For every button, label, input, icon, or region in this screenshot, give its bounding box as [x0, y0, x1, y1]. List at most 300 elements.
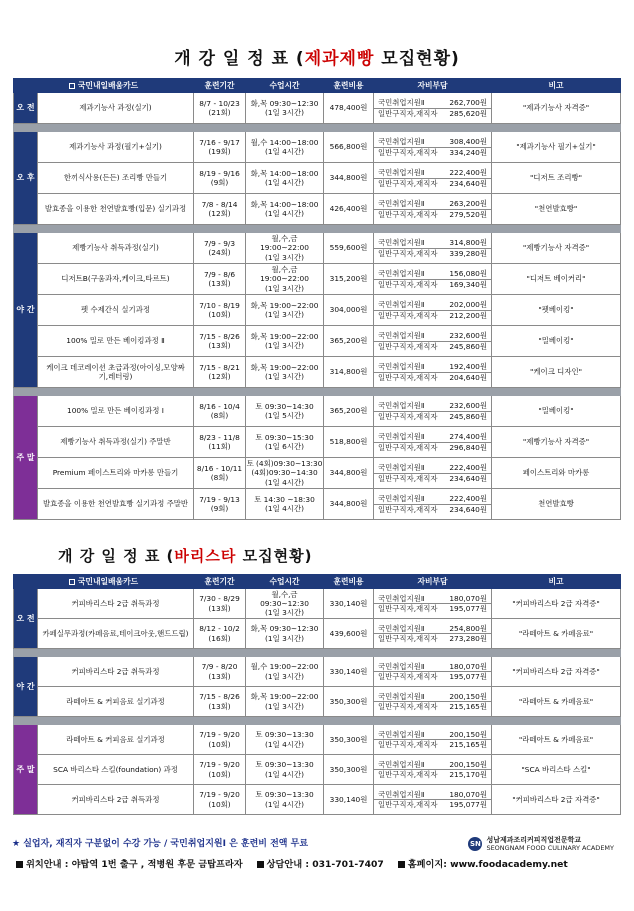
self-pay-value-a: 232,600원 — [449, 401, 488, 411]
period-dates: 7/19 - 9/20 — [199, 790, 240, 800]
self-pay-label-a: 국민취업지원Ⅱ — [378, 494, 425, 504]
period-sessions: (13회) — [208, 279, 231, 288]
course-row — [14, 233, 621, 264]
self-pay-value-a: 156,080원 — [449, 269, 488, 279]
footer-info — [16, 856, 568, 870]
time-hours: (1일 3시간) — [265, 108, 304, 117]
self-pay — [374, 458, 492, 489]
self-pay-row-b — [374, 505, 491, 514]
time-hours: (1일 3시간) — [265, 633, 304, 643]
course-period — [194, 725, 246, 755]
course-cost: 426,400원 — [324, 194, 374, 225]
self-pay — [374, 687, 492, 717]
self-pay-row-a — [374, 401, 491, 411]
course-row — [14, 264, 621, 295]
course-cost: 344,800원 — [324, 458, 374, 489]
header-cost: 훈련비용 — [324, 575, 374, 589]
group-label: 오 전 — [14, 93, 38, 124]
self-pay-value-a: 263,200원 — [449, 199, 488, 209]
course-period — [194, 657, 246, 687]
course-note: "케이크 디자인" — [492, 357, 621, 388]
self-pay-value-b: 234,640원 — [449, 178, 488, 188]
self-pay — [374, 785, 492, 815]
barista-schedule-table — [13, 574, 621, 815]
header-row — [14, 575, 621, 589]
course-cost: 304,000원 — [324, 295, 374, 326]
self-pay-row-b — [374, 373, 491, 382]
group-label: 오 전 — [14, 589, 38, 649]
course-name: 제빵기능사 취득과정(실기) 주말반 — [38, 427, 194, 458]
course-name: 라떼아트 & 커피음료 실기과정 — [38, 687, 194, 717]
course-time — [246, 264, 324, 295]
course-period — [194, 396, 246, 427]
self-pay-label-a: 국민취업지원Ⅱ — [378, 789, 425, 799]
self-pay-label-b: 일반구직자,재직자 — [378, 279, 438, 289]
self-pay-row-a — [374, 790, 491, 800]
self-pay-value-b: 296,840원 — [449, 442, 488, 452]
self-pay-row-a — [374, 331, 491, 341]
self-pay-row-a — [374, 662, 491, 672]
self-pay-row-b — [374, 800, 491, 809]
course-period — [194, 687, 246, 717]
course-time — [246, 755, 324, 785]
self-pay-value-b: 245,860원 — [449, 341, 488, 351]
course-period — [194, 295, 246, 326]
self-pay-row-a — [374, 624, 491, 634]
period-sessions: (13회) — [208, 671, 231, 681]
self-pay — [374, 326, 492, 357]
course-note: "커피바리스타 2급 자격증" — [492, 785, 621, 815]
period-dates: 7/19 - 9/20 — [199, 730, 240, 740]
school-logo — [468, 836, 614, 853]
course-time — [246, 194, 324, 225]
period-sessions: (19회) — [208, 147, 231, 156]
self-pay-row-a — [374, 692, 491, 702]
time-hours: (1일 3시간) — [265, 252, 304, 262]
course-name: 카페실무과정(카페음료,테이크아웃,핸드드립) — [38, 619, 194, 649]
bakery-title: 개 강 일 정 표 (제과제빵 모집현황) — [174, 49, 460, 69]
period-sessions: (21회) — [208, 108, 231, 117]
course-cost: 350,300원 — [324, 755, 374, 785]
self-pay-row-b — [374, 148, 491, 157]
self-pay-row-b — [374, 249, 491, 258]
self-pay-row-b — [374, 311, 491, 320]
course-row — [14, 687, 621, 717]
self-pay-rows — [374, 594, 491, 614]
course-time — [246, 458, 324, 489]
self-pay-label-b: 일반구직자,재직자 — [378, 248, 438, 258]
self-pay — [374, 396, 492, 427]
course-time — [246, 132, 324, 163]
period-dates: 7/15 - 8/26 — [199, 692, 240, 702]
self-pay-label-a: 국민취업지원Ⅱ — [378, 691, 425, 701]
footer-homepage[interactable]: 홈페이지: www.foodacademy.net — [398, 856, 568, 870]
time-schedule: 화,목 09:30~12:30 — [250, 98, 319, 108]
time-schedule: 화,목 19:00~22:00 — [250, 331, 319, 341]
square-bullet-icon — [16, 861, 23, 868]
self-pay — [374, 427, 492, 458]
course-time — [246, 396, 324, 427]
self-pay-label-b: 일반구직자,재직자 — [378, 740, 438, 749]
period-sessions: (9회) — [210, 178, 229, 187]
time-schedule: 화,목 19:00~22:00 — [250, 692, 319, 702]
course-name: 발효종을 이용한 천연발효빵(입문) 실기과정 — [38, 194, 194, 225]
course-note: "제빵기능사 자격증" — [492, 427, 621, 458]
enrollment-note: ★ 실업자, 재직자 구분없이 수강 가능 / 국민취업지원Ⅰ 은 훈련비 전액 무료 — [12, 839, 309, 849]
self-pay-row-b — [374, 740, 491, 749]
separator-cell — [14, 649, 621, 657]
period-sessions: (8회) — [210, 473, 229, 482]
self-pay-value-b: 285,620원 — [449, 108, 488, 118]
self-pay-value-a: 222,400원 — [449, 463, 488, 473]
self-pay-row-b — [374, 474, 491, 483]
separator-cell — [14, 124, 621, 132]
self-pay-label-b: 일반구직자,재직자 — [378, 473, 438, 483]
self-pay — [374, 194, 492, 225]
self-pay-value-b: 215,165원 — [449, 702, 488, 711]
course-row — [14, 657, 621, 687]
time-schedule: 화,목 14:00~18:00 — [250, 168, 319, 178]
self-pay — [374, 233, 492, 264]
self-pay-rows — [374, 401, 491, 421]
self-pay-value-a: 180,070원 — [449, 789, 488, 799]
header-note: 비고 — [492, 575, 621, 589]
course-note: 페이스트리와 마카롱 — [492, 458, 621, 489]
self-pay-value-a: 222,400원 — [449, 168, 488, 178]
header-period: 훈련기간 — [194, 79, 246, 93]
course-note: "커피바리스타 2급 자격증" — [492, 589, 621, 619]
group-label: 야 간 — [14, 233, 38, 388]
barista-title: 개 강 일 정 표 (바리스타 모집현황) — [58, 547, 313, 565]
separator-cell — [14, 388, 621, 396]
period-sessions: (12회) — [208, 372, 231, 381]
course-name: Premium 페이스트리와 마카롱 만들기 — [38, 458, 194, 489]
self-pay-row-a — [374, 98, 491, 108]
self-pay-label-a: 국민취업지원Ⅱ — [378, 623, 425, 633]
course-period — [194, 163, 246, 194]
course-note: "천연발효빵" — [492, 194, 621, 225]
self-pay-value-a: 254,800원 — [449, 623, 488, 633]
course-cost: 478,400원 — [324, 93, 374, 124]
course-row — [14, 489, 621, 520]
self-pay-label-a: 국민취업지원Ⅱ — [378, 401, 425, 411]
self-pay-value-b: 245,860원 — [449, 411, 488, 421]
course-time — [246, 785, 324, 815]
period-dates: 7/19 - 9/13 — [199, 494, 240, 504]
course-row — [14, 93, 621, 124]
footer-phone: 상담안내 : 031-701-7407 — [257, 856, 384, 870]
self-pay-label-a: 국민취업지원Ⅱ — [378, 199, 425, 209]
course-name: SCA 바리스타 스킬(foundation) 과정 — [38, 755, 194, 785]
course-note: "디저트 조리빵" — [492, 163, 621, 194]
self-pay-row-a — [374, 238, 491, 248]
time-schedule: 화,목 14:00~18:00 — [250, 199, 319, 209]
course-time — [246, 295, 324, 326]
course-cost: 330,140원 — [324, 657, 374, 687]
course-period — [194, 458, 246, 489]
course-name: 한끼식사용(든든) 조리빵 만들기 — [38, 163, 194, 194]
self-pay-row-b — [374, 412, 491, 421]
course-period — [194, 357, 246, 388]
self-pay — [374, 132, 492, 163]
course-row — [14, 725, 621, 755]
time-schedule: 월,수,금 09:30~12:30 — [260, 589, 309, 608]
self-pay-row-b — [374, 443, 491, 452]
self-pay-label-a: 국민취업지원Ⅱ — [378, 300, 425, 310]
course-period — [194, 93, 246, 124]
header-cost: 훈련비용 — [324, 79, 374, 93]
period-dates: 7/30 - 8/29 — [199, 594, 240, 604]
group-separator — [14, 388, 621, 396]
time-hours: (1일 4시간) — [265, 504, 304, 513]
self-pay-rows — [374, 494, 491, 514]
separator-cell — [14, 225, 621, 233]
period-sessions: (8회) — [210, 411, 229, 420]
course-time — [246, 326, 324, 357]
course-note: "제과기능사 필기+실기" — [492, 132, 621, 163]
period-sessions: (10회) — [208, 799, 231, 809]
course-note: "펫베이킹" — [492, 295, 621, 326]
course-name: 펫 수제간식 실기과정 — [38, 295, 194, 326]
self-pay-value-b: 195,077원 — [449, 672, 488, 681]
period-sessions: (9회) — [210, 504, 229, 513]
self-pay-row-a — [374, 760, 491, 770]
period-dates: 8/7 - 10/23 — [199, 98, 240, 108]
course-row — [14, 357, 621, 388]
course-cost: 365,200원 — [324, 396, 374, 427]
self-pay-rows — [374, 269, 491, 289]
self-pay-value-a: 308,400원 — [449, 137, 488, 147]
self-pay-value-b: 195,077원 — [449, 604, 488, 613]
self-pay — [374, 93, 492, 124]
self-pay-label-a: 국민취업지원Ⅱ — [378, 269, 425, 279]
course-cost: 330,140원 — [324, 589, 374, 619]
time-schedule: 토 09:30~13:30 — [255, 760, 314, 770]
period-dates: 7/10 - 8/19 — [199, 300, 240, 310]
course-period — [194, 427, 246, 458]
course-cost: 350,300원 — [324, 725, 374, 755]
course-name: 커피바리스타 2급 취득과정 — [38, 657, 194, 687]
time-hours: (1일 6시간) — [265, 442, 304, 451]
self-pay-label-a: 국민취업지원Ⅱ — [378, 463, 425, 473]
self-pay-label-a: 국민취업지원Ⅱ — [378, 432, 425, 442]
course-period — [194, 755, 246, 785]
period-sessions: (12회) — [208, 209, 231, 218]
period-dates: 7/9 - 9/3 — [203, 238, 236, 248]
school-logo-mark: SN — [468, 837, 482, 851]
course-cost: 315,200원 — [324, 264, 374, 295]
course-name: 제빵기능사 취득과정(실기) — [38, 233, 194, 264]
footer-location: 위치안내 : 야탑역 1번 출구 , 적병원 후문 금탑프라자 — [16, 856, 243, 870]
self-pay-label-b: 일반구직자,재직자 — [378, 504, 438, 514]
course-row — [14, 589, 621, 619]
course-time — [246, 489, 324, 520]
self-pay-rows — [374, 662, 491, 682]
period-sessions: (13회) — [208, 341, 231, 350]
course-cost: 344,800원 — [324, 163, 374, 194]
time-schedule: 화,목 19:00~22:00 — [250, 300, 319, 310]
header-time: 수업시간 — [246, 575, 324, 589]
course-cost: 559,600원 — [324, 233, 374, 264]
course-note: "디저트 베이커리" — [492, 264, 621, 295]
self-pay — [374, 619, 492, 649]
school-name: 성남제과조리커피직업전문학교 — [486, 836, 582, 844]
header-period: 훈련기간 — [194, 575, 246, 589]
self-pay-value-a: 314,800원 — [449, 238, 488, 248]
period-sessions: (11회) — [208, 442, 231, 451]
self-pay-row-b — [374, 109, 491, 118]
self-pay-value-b: 279,520원 — [449, 209, 488, 219]
time-schedule: 화,목 09:30~12:30 — [250, 624, 319, 634]
self-pay-row-a — [374, 463, 491, 473]
self-pay-label-b: 일반구직자,재직자 — [378, 672, 438, 681]
self-pay-value-a: 232,600원 — [449, 331, 488, 341]
course-note: "커피바리스타 2급 자격증" — [492, 657, 621, 687]
self-pay — [374, 489, 492, 520]
self-pay-row-a — [374, 494, 491, 504]
self-pay — [374, 357, 492, 388]
period-sessions: (10회) — [208, 739, 231, 749]
header-self-pay: 자비부담 — [374, 575, 492, 589]
self-pay-value-b: 339,280원 — [449, 248, 488, 258]
self-pay-label-b: 일반구직자,재직자 — [378, 442, 438, 452]
course-note: "라떼아트 & 카페음료" — [492, 619, 621, 649]
self-pay-row-a — [374, 362, 491, 372]
header-time: 수업시간 — [246, 79, 324, 93]
self-pay-row-b — [374, 210, 491, 219]
course-row — [14, 132, 621, 163]
header-card — [14, 575, 194, 589]
square-bullet-icon — [398, 861, 405, 868]
self-pay — [374, 657, 492, 687]
course-row — [14, 295, 621, 326]
course-cost: 314,800원 — [324, 357, 374, 388]
self-pay-value-b: 169,340원 — [449, 279, 488, 289]
self-pay-rows — [374, 300, 491, 320]
self-pay-label-b: 일반구직자,재직자 — [378, 372, 438, 382]
period-dates: 8/19 - 9/16 — [199, 168, 240, 178]
period-dates: 8/16 - 10/4 — [199, 401, 240, 411]
time-hours: (1일 5시간) — [265, 411, 304, 420]
course-time — [246, 93, 324, 124]
self-pay-rows — [374, 238, 491, 258]
self-pay-rows — [374, 168, 491, 188]
self-pay-label-a: 국민취업지원Ⅱ — [378, 98, 425, 108]
time-hours: (1일 4시간) — [265, 209, 304, 218]
period-sessions: (10회) — [208, 310, 231, 319]
self-pay-rows — [374, 98, 491, 118]
course-name: 100% 밀로 만든 베이킹과정 Ⅰ — [38, 396, 194, 427]
course-name: 케이크 데코레이션 초급과정(아이싱,모양짜기,레터링) — [38, 357, 194, 388]
self-pay — [374, 755, 492, 785]
self-pay-label-b: 일반구직자,재직자 — [378, 341, 438, 351]
time-hours: (1일 3시간) — [265, 701, 304, 711]
course-name: 커피바리스타 2급 취득과정 — [38, 785, 194, 815]
self-pay-row-a — [374, 594, 491, 604]
self-pay-value-a: 262,700원 — [449, 98, 488, 108]
course-period — [194, 194, 246, 225]
time-schedule: 토 (4회)09:30~13:30 — [246, 459, 323, 469]
time-schedule: 월,수 19:00~22:00 — [250, 662, 319, 672]
self-pay — [374, 295, 492, 326]
group-label: 주 말 — [14, 725, 38, 815]
course-note: "제빵기능사 자격증" — [492, 233, 621, 264]
school-name-en: SEONGNAM FOOD CULINARY ACADEMY — [486, 843, 614, 852]
course-cost: 330,140원 — [324, 785, 374, 815]
course-period — [194, 489, 246, 520]
self-pay-rows — [374, 624, 491, 644]
self-pay-row-b — [374, 342, 491, 351]
period-dates: 7/15 - 8/21 — [199, 362, 240, 372]
self-pay-label-a: 국민취업지원Ⅱ — [378, 137, 425, 147]
course-note: 천연발효빵 — [492, 489, 621, 520]
self-pay-row-b — [374, 179, 491, 188]
self-pay-value-a: 200,150원 — [449, 691, 488, 701]
self-pay-label-a: 국민취업지원Ⅱ — [378, 661, 425, 671]
course-period — [194, 619, 246, 649]
course-period — [194, 233, 246, 264]
self-pay-row-a — [374, 137, 491, 147]
period-dates: 8/16 - 10/11 — [196, 463, 243, 473]
self-pay-rows — [374, 790, 491, 810]
course-note: "라떼아트 & 카페음료" — [492, 687, 621, 717]
course-note: "제과기능사 자격증" — [492, 93, 621, 124]
group-label: 야 간 — [14, 657, 38, 717]
bakery-schedule-table — [13, 78, 621, 520]
header-card-label: 국민내일배움카드 — [77, 80, 139, 90]
self-pay-rows — [374, 137, 491, 157]
self-pay-label-b: 일반구직자,재직자 — [378, 604, 438, 613]
self-pay-value-a: 274,400원 — [449, 432, 488, 442]
self-pay-label-b: 일반구직자,재직자 — [378, 634, 438, 643]
self-pay-label-b: 일반구직자,재직자 — [378, 209, 438, 219]
course-period — [194, 264, 246, 295]
course-note: "SCA 바리스타 스킬" — [492, 755, 621, 785]
time-schedule: 월,수,금 19:00~22:00 — [260, 265, 309, 284]
period-dates: 8/12 - 10/2 — [199, 624, 240, 634]
time-schedule: 토 09:30~14:30 — [255, 401, 314, 411]
course-time — [246, 657, 324, 687]
self-pay-rows — [374, 199, 491, 219]
course-name: 커피바리스타 2급 취득과정 — [38, 589, 194, 619]
self-pay — [374, 163, 492, 194]
self-pay-label-b: 일반구직자,재직자 — [378, 310, 438, 320]
square-bullet-icon — [257, 861, 264, 868]
course-name: 디저트B(구움과자,케이크,타르트) — [38, 264, 194, 295]
self-pay — [374, 725, 492, 755]
period-dates: 8/23 - 11/8 — [199, 432, 240, 442]
time-hours: (1일 3시간) — [265, 372, 304, 381]
course-row — [14, 396, 621, 427]
course-time — [246, 357, 324, 388]
self-pay-label-a: 국민취업지원Ⅱ — [378, 168, 425, 178]
course-period — [194, 326, 246, 357]
course-row — [14, 785, 621, 815]
self-pay-label-a: 국민취업지원Ⅱ — [378, 759, 425, 769]
course-cost: 518,800원 — [324, 427, 374, 458]
self-pay-row-a — [374, 300, 491, 310]
time-hours: (1일 3시간) — [265, 671, 304, 681]
period-sessions: (16회) — [208, 633, 231, 643]
group-label: 주 말 — [14, 396, 38, 520]
course-cost: 439,600원 — [324, 619, 374, 649]
self-pay-value-a: 202,000원 — [449, 300, 488, 310]
course-name: 라떼아트 & 커피음료 실기과정 — [38, 725, 194, 755]
self-pay-value-b: 234,640원 — [449, 504, 488, 514]
course-time — [246, 427, 324, 458]
self-pay-label-a: 국민취업지원Ⅱ — [378, 238, 425, 248]
checkbox-icon — [69, 83, 75, 89]
